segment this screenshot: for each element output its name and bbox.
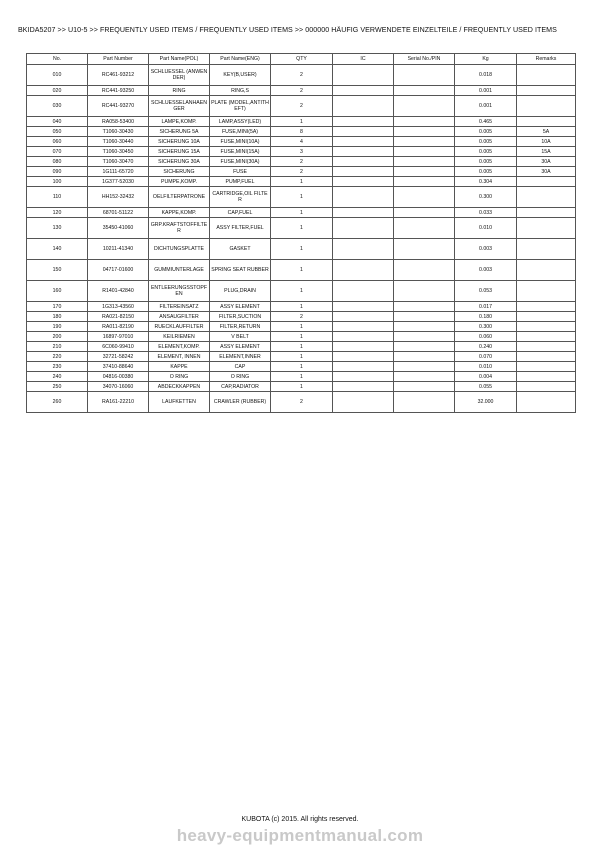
cell-ic xyxy=(333,167,394,177)
cell-remarks xyxy=(517,392,576,413)
cell-remarks: 30A xyxy=(517,167,576,177)
cell-part-number: 34070-16060 xyxy=(88,382,149,392)
cell-ic xyxy=(333,312,394,322)
cell-part-number: 1G313-43560 xyxy=(88,302,149,312)
cell-part-name-pol: GRP.KRAFTSTOFFILTER xyxy=(149,218,210,239)
cell-qty: 1 xyxy=(271,218,333,239)
cell-serial xyxy=(394,342,455,352)
cell-remarks xyxy=(517,96,576,117)
cell-remarks xyxy=(517,187,576,208)
cell-part-name-pol: RUECKLAUFFILTER xyxy=(149,322,210,332)
cell-part-name-pol: O RING xyxy=(149,372,210,382)
table-body xyxy=(27,65,576,413)
cell-part-name-pol: RING xyxy=(149,86,210,96)
cell-kg: 0.005 xyxy=(455,127,517,137)
table-row xyxy=(27,167,576,177)
cell-part-number: 37410-88640 xyxy=(88,362,149,372)
cell-remarks xyxy=(517,86,576,96)
table-row xyxy=(27,187,576,208)
cell-remarks xyxy=(517,372,576,382)
cell-qty: 2 xyxy=(271,157,333,167)
cell-part-name-pol: SICHERUNG 10A xyxy=(149,137,210,147)
cell-ic xyxy=(333,352,394,362)
cell-serial xyxy=(394,372,455,382)
cell-no: 210 xyxy=(27,342,88,352)
col-header-part-name-pol: Part Name(POL) xyxy=(149,54,210,65)
cell-kg: 0.001 xyxy=(455,96,517,117)
cell-serial xyxy=(394,239,455,260)
cell-part-name-pol: FILTEREINSATZ xyxy=(149,302,210,312)
cell-no: 250 xyxy=(27,382,88,392)
cell-remarks xyxy=(517,302,576,312)
cell-ic xyxy=(333,157,394,167)
cell-qty: 1 xyxy=(271,362,333,372)
cell-ic xyxy=(333,239,394,260)
cell-qty: 2 xyxy=(271,96,333,117)
cell-ic xyxy=(333,137,394,147)
cell-kg: 0.060 xyxy=(455,332,517,342)
cell-part-number: 68701-51122 xyxy=(88,208,149,218)
cell-serial xyxy=(394,332,455,342)
cell-part-name-pol: KEILRIEMEN xyxy=(149,332,210,342)
table-row xyxy=(27,342,576,352)
cell-qty: 1 xyxy=(271,177,333,187)
cell-serial xyxy=(394,157,455,167)
cell-ic xyxy=(333,177,394,187)
cell-part-name-eng: SPRING SEAT RUBBER xyxy=(210,260,271,281)
cell-ic xyxy=(333,362,394,372)
table-row xyxy=(27,362,576,372)
cell-kg: 0.010 xyxy=(455,218,517,239)
cell-part-name-eng: CAP xyxy=(210,362,271,372)
cell-part-number: RA011-82190 xyxy=(88,322,149,332)
cell-qty: 2 xyxy=(271,65,333,86)
cell-part-number: 1G111-65720 xyxy=(88,167,149,177)
cell-remarks: 30A xyxy=(517,157,576,167)
copyright-footer: KUBOTA (c) 2015. All rights reserved. xyxy=(241,816,359,823)
cell-no: 040 xyxy=(27,117,88,127)
cell-remarks: 5A xyxy=(517,127,576,137)
cell-remarks xyxy=(517,260,576,281)
cell-part-number: 1G377-52030 xyxy=(88,177,149,187)
cell-remarks xyxy=(517,177,576,187)
cell-part-name-eng: CARTRIDGE,OIL FILTER xyxy=(210,187,271,208)
cell-serial xyxy=(394,208,455,218)
cell-no: 130 xyxy=(27,218,88,239)
cell-part-name-eng: PLUG,DRAIN xyxy=(210,281,271,302)
cell-qty: 8 xyxy=(271,127,333,137)
table-header-row xyxy=(27,54,576,65)
cell-serial xyxy=(394,281,455,302)
cell-remarks xyxy=(517,382,576,392)
col-header-kg: Kg xyxy=(455,54,517,65)
cell-part-name-pol: ANSAUGFILTER xyxy=(149,312,210,322)
cell-part-number: RA058-53400 xyxy=(88,117,149,127)
cell-part-number: T1060-30470 xyxy=(88,157,149,167)
cell-part-number: RC441-93250 xyxy=(88,86,149,96)
table-row xyxy=(27,208,576,218)
cell-serial xyxy=(394,127,455,137)
cell-kg: 0.005 xyxy=(455,147,517,157)
cell-ic xyxy=(333,218,394,239)
cell-part-number: 10211-41340 xyxy=(88,239,149,260)
cell-no: 230 xyxy=(27,362,88,372)
cell-part-name-pol: OELFILTERPATRONE xyxy=(149,187,210,208)
cell-part-name-eng: LAMP,ASSY(LED) xyxy=(210,117,271,127)
cell-ic xyxy=(333,322,394,332)
cell-kg: 0.033 xyxy=(455,208,517,218)
col-header-remarks: Remarks xyxy=(517,54,576,65)
cell-part-name-pol: SICHERUNG 15A xyxy=(149,147,210,157)
cell-kg: 0.018 xyxy=(455,65,517,86)
cell-part-name-pol: SICHERUNG xyxy=(149,167,210,177)
cell-part-name-pol: SICHERUNG 5A xyxy=(149,127,210,137)
cell-serial xyxy=(394,322,455,332)
cell-remarks xyxy=(517,332,576,342)
cell-ic xyxy=(333,342,394,352)
cell-kg: 0.005 xyxy=(455,157,517,167)
cell-ic xyxy=(333,392,394,413)
cell-part-number: 04816-00380 xyxy=(88,372,149,382)
cell-part-number: T1060-30440 xyxy=(88,137,149,147)
table-row xyxy=(27,117,576,127)
cell-no: 190 xyxy=(27,322,88,332)
table-row xyxy=(27,157,576,167)
cell-remarks xyxy=(517,322,576,332)
breadcrumb: BKIDA5207 >> U10-5 >> FREQUENTLY USED ITEMS / FREQUENTLY USED ITEMS >> 000000 HÄUFIG VERWENDETE EINZELTEILE / FREQUENTLY USED ITEMS xyxy=(18,26,557,34)
cell-remarks xyxy=(517,352,576,362)
cell-qty: 2 xyxy=(271,312,333,322)
cell-part-number: T1060-30430 xyxy=(88,127,149,137)
cell-no: 200 xyxy=(27,332,88,342)
cell-qty: 1 xyxy=(271,342,333,352)
cell-part-name-eng: O RING xyxy=(210,372,271,382)
cell-part-name-eng: CAP,RADIATOR xyxy=(210,382,271,392)
cell-ic xyxy=(333,208,394,218)
cell-no: 110 xyxy=(27,187,88,208)
cell-serial xyxy=(394,86,455,96)
cell-no: 020 xyxy=(27,86,88,96)
cell-qty: 2 xyxy=(271,86,333,96)
cell-ic xyxy=(333,86,394,96)
table-row xyxy=(27,96,576,117)
cell-ic xyxy=(333,382,394,392)
cell-kg: 0.003 xyxy=(455,239,517,260)
cell-no: 220 xyxy=(27,352,88,362)
cell-no: 140 xyxy=(27,239,88,260)
cell-ic xyxy=(333,127,394,137)
cell-part-number: 04717-01600 xyxy=(88,260,149,281)
cell-kg: 0.017 xyxy=(455,302,517,312)
cell-kg: 0.300 xyxy=(455,322,517,332)
cell-qty: 1 xyxy=(271,352,333,362)
cell-qty: 1 xyxy=(271,239,333,260)
col-header-part-name-eng: Part Name(ENG) xyxy=(210,54,271,65)
cell-qty: 2 xyxy=(271,167,333,177)
cell-no: 080 xyxy=(27,157,88,167)
cell-remarks xyxy=(517,312,576,322)
cell-part-name-eng: RING,S xyxy=(210,86,271,96)
cell-ic xyxy=(333,332,394,342)
cell-part-name-pol: ELEMENT,KOMP. xyxy=(149,342,210,352)
cell-qty: 3 xyxy=(271,147,333,157)
cell-part-name-pol: SICHERUNG 30A xyxy=(149,157,210,167)
cell-serial xyxy=(394,302,455,312)
table-row xyxy=(27,260,576,281)
table-row xyxy=(27,239,576,260)
cell-no: 030 xyxy=(27,96,88,117)
cell-no: 160 xyxy=(27,281,88,302)
cell-part-name-eng: V BELT xyxy=(210,332,271,342)
cell-qty: 1 xyxy=(271,302,333,312)
cell-part-name-eng: FILTER,RETURN xyxy=(210,322,271,332)
cell-kg: 0.001 xyxy=(455,86,517,96)
table-row xyxy=(27,302,576,312)
cell-remarks: 15A xyxy=(517,147,576,157)
cell-remarks xyxy=(517,239,576,260)
cell-serial xyxy=(394,218,455,239)
cell-part-number: RC461-93212 xyxy=(88,65,149,86)
cell-kg: 0.304 xyxy=(455,177,517,187)
table-row xyxy=(27,177,576,187)
table-row xyxy=(27,218,576,239)
cell-part-name-pol: LAUFKETTEN xyxy=(149,392,210,413)
cell-serial xyxy=(394,96,455,117)
cell-part-number: 35450-41060 xyxy=(88,218,149,239)
cell-no: 010 xyxy=(27,65,88,86)
cell-serial xyxy=(394,167,455,177)
col-header-no: No. xyxy=(27,54,88,65)
cell-qty: 1 xyxy=(271,260,333,281)
cell-ic xyxy=(333,96,394,117)
parts-table xyxy=(26,53,576,413)
cell-part-name-pol: DICHTUNGSPLATTE xyxy=(149,239,210,260)
cell-part-name-pol: LAMPE,KOMP. xyxy=(149,117,210,127)
cell-kg: 0.180 xyxy=(455,312,517,322)
cell-ic xyxy=(333,281,394,302)
cell-serial xyxy=(394,117,455,127)
cell-ic xyxy=(333,260,394,281)
cell-no: 170 xyxy=(27,302,88,312)
cell-part-name-eng: KEY(B,USER) xyxy=(210,65,271,86)
cell-qty: 1 xyxy=(271,208,333,218)
watermark: heavy-equipmentmanual.com xyxy=(176,826,424,845)
cell-kg: 0.004 xyxy=(455,372,517,382)
cell-part-number: RC441-93270 xyxy=(88,96,149,117)
cell-part-name-eng: FUSE,MINI(5A) xyxy=(210,127,271,137)
table-row xyxy=(27,322,576,332)
cell-remarks xyxy=(517,281,576,302)
cell-part-name-eng: FUSE,MINI(10A) xyxy=(210,137,271,147)
cell-ic xyxy=(333,302,394,312)
cell-no: 050 xyxy=(27,127,88,137)
col-header-serial: Serial No./PIN xyxy=(394,54,455,65)
cell-no: 090 xyxy=(27,167,88,177)
cell-qty: 1 xyxy=(271,187,333,208)
cell-serial xyxy=(394,187,455,208)
cell-serial xyxy=(394,312,455,322)
cell-kg: 0.010 xyxy=(455,362,517,372)
cell-remarks xyxy=(517,65,576,86)
table-row xyxy=(27,137,576,147)
cell-remarks xyxy=(517,117,576,127)
cell-kg: 0.055 xyxy=(455,382,517,392)
cell-ic xyxy=(333,372,394,382)
cell-kg: 0.465 xyxy=(455,117,517,127)
cell-qty: 4 xyxy=(271,137,333,147)
cell-kg: 0.003 xyxy=(455,260,517,281)
cell-ic xyxy=(333,117,394,127)
cell-qty: 1 xyxy=(271,382,333,392)
col-header-ic: IC xyxy=(333,54,394,65)
cell-part-name-eng: ASSY ELEMENT xyxy=(210,302,271,312)
cell-part-name-pol: SCHLUESSEL (ANWENDER) xyxy=(149,65,210,86)
cell-kg: 0.070 xyxy=(455,352,517,362)
cell-qty: 1 xyxy=(271,332,333,342)
cell-no: 260 xyxy=(27,392,88,413)
cell-ic xyxy=(333,147,394,157)
cell-remarks xyxy=(517,362,576,372)
cell-remarks xyxy=(517,208,576,218)
cell-part-name-eng: GASKET xyxy=(210,239,271,260)
cell-part-number: 16897-97010 xyxy=(88,332,149,342)
cell-ic xyxy=(333,187,394,208)
table-row xyxy=(27,382,576,392)
cell-serial xyxy=(394,392,455,413)
cell-serial xyxy=(394,362,455,372)
cell-serial xyxy=(394,352,455,362)
table-row xyxy=(27,127,576,137)
cell-part-name-pol: KAPPE,KOMP. xyxy=(149,208,210,218)
cell-no: 100 xyxy=(27,177,88,187)
table-row xyxy=(27,312,576,322)
cell-qty: 1 xyxy=(271,322,333,332)
cell-part-name-eng: PUMP,FUEL xyxy=(210,177,271,187)
cell-serial xyxy=(394,177,455,187)
cell-part-number: 6C060-99410 xyxy=(88,342,149,352)
cell-kg: 0.240 xyxy=(455,342,517,352)
cell-kg: 0.053 xyxy=(455,281,517,302)
cell-serial xyxy=(394,137,455,147)
cell-part-name-eng: ELEMENT,INNER xyxy=(210,352,271,362)
table-row xyxy=(27,65,576,86)
cell-part-name-eng: FUSE,MINI(15A) xyxy=(210,147,271,157)
col-header-qty: QTY xyxy=(271,54,333,65)
cell-serial xyxy=(394,260,455,281)
cell-part-name-eng: FUSE xyxy=(210,167,271,177)
cell-part-name-pol: ENTLEERUNGSSTOPFEN xyxy=(149,281,210,302)
table-row xyxy=(27,352,576,362)
cell-part-name-pol: ELEMENT, INNEN xyxy=(149,352,210,362)
col-header-part-number: Part Number xyxy=(88,54,149,65)
cell-qty: 1 xyxy=(271,117,333,127)
cell-serial xyxy=(394,65,455,86)
table-row xyxy=(27,372,576,382)
cell-kg: 32.000 xyxy=(455,392,517,413)
cell-no: 070 xyxy=(27,147,88,157)
cell-part-name-eng: CRAWLER (RUBBER) xyxy=(210,392,271,413)
cell-serial xyxy=(394,147,455,157)
cell-kg: 0.005 xyxy=(455,167,517,177)
cell-no: 180 xyxy=(27,312,88,322)
cell-remarks xyxy=(517,218,576,239)
cell-kg: 0.300 xyxy=(455,187,517,208)
cell-remarks: 10A xyxy=(517,137,576,147)
cell-part-name-eng: FUSE,MINI(30A) xyxy=(210,157,271,167)
cell-no: 240 xyxy=(27,372,88,382)
cell-no: 060 xyxy=(27,137,88,147)
cell-part-name-pol: KAPPE xyxy=(149,362,210,372)
cell-qty: 1 xyxy=(271,372,333,382)
cell-remarks xyxy=(517,342,576,352)
cell-part-name-eng: ASSY FILTER,FUEL xyxy=(210,218,271,239)
cell-ic xyxy=(333,65,394,86)
table-row xyxy=(27,332,576,342)
cell-part-number: HH152-32432 xyxy=(88,187,149,208)
cell-serial xyxy=(394,382,455,392)
cell-part-name-eng: CAP,FUEL xyxy=(210,208,271,218)
cell-no: 120 xyxy=(27,208,88,218)
cell-kg: 0.005 xyxy=(455,137,517,147)
cell-part-name-pol: ABDECKKAPPEN xyxy=(149,382,210,392)
cell-part-name-pol: GUMMIUNTERLAGE xyxy=(149,260,210,281)
table-row xyxy=(27,147,576,157)
cell-part-name-eng: FILTER,SUCTION xyxy=(210,312,271,322)
cell-part-number: RA021-82150 xyxy=(88,312,149,322)
cell-part-name-pol: SCHLUESSELANHAENGER xyxy=(149,96,210,117)
cell-part-number: 32721-58242 xyxy=(88,352,149,362)
cell-qty: 2 xyxy=(271,392,333,413)
table-row xyxy=(27,281,576,302)
table-row xyxy=(27,392,576,413)
cell-part-name-eng: PLATE (MODEL,ANTITHEFT) xyxy=(210,96,271,117)
cell-part-number: T1060-30450 xyxy=(88,147,149,157)
cell-part-name-pol: PUMPE,KOMP. xyxy=(149,177,210,187)
cell-part-number: R1401-42840 xyxy=(88,281,149,302)
table-row xyxy=(27,86,576,96)
cell-part-name-eng: ASSY ELEMENT xyxy=(210,342,271,352)
cell-qty: 1 xyxy=(271,281,333,302)
cell-no: 150 xyxy=(27,260,88,281)
cell-part-number: RA161-22210 xyxy=(88,392,149,413)
